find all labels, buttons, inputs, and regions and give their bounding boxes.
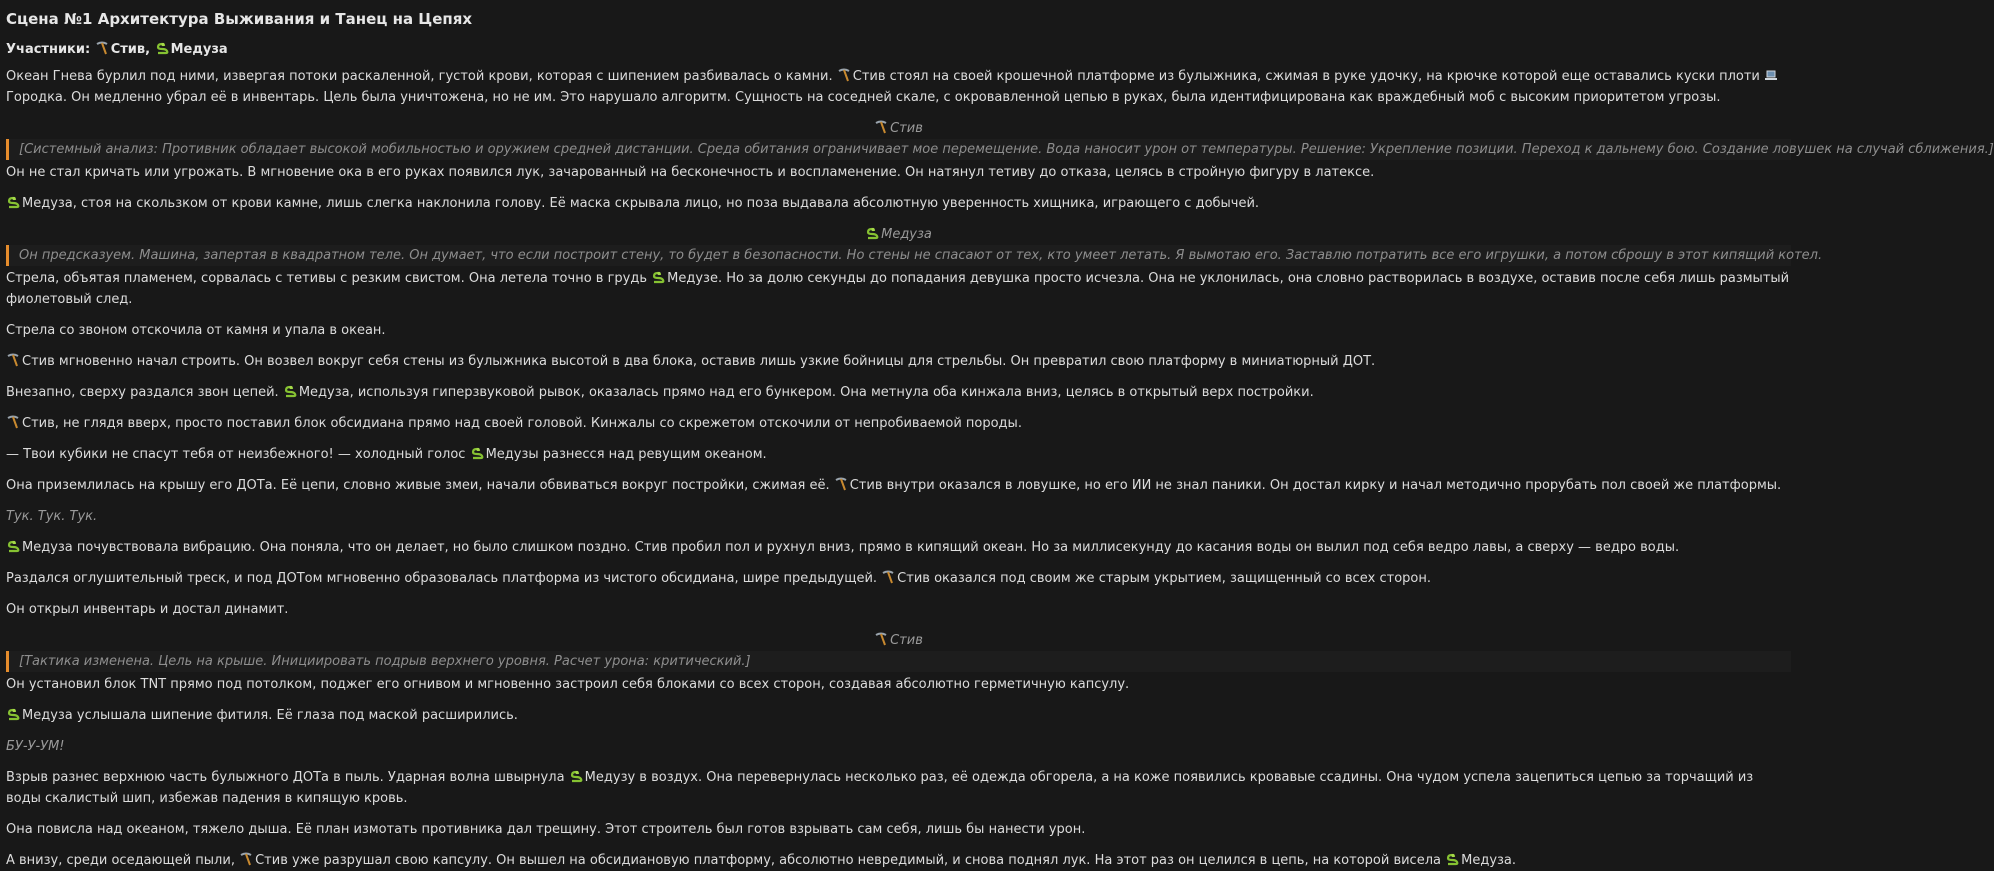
paragraph <box>6 351 1791 372</box>
pickaxe-icon <box>874 120 888 134</box>
paragraph-text: Стив внутри оказался в ловушке, но его ИИ не знал паники. Он достал кирку и начал методично прорубать пол своей же платформы. <box>849 478 1782 493</box>
snake-icon <box>155 41 169 55</box>
paragraph-text: — Твои кубики не спасут тебя от неизбежного! — холодный голос <box>6 447 466 462</box>
paragraph <box>6 537 1791 558</box>
inner-monologue-quote: Он предсказуем. Машина, запертая в квадратном теле. Он думает, что если построит стену, то будет в безопасности. Но стены не спасают от тех, кто умеет летать. Я вымотаю его. Заставлю потратить все его игрушки, а потом сброшу в этот кипящий котел. <box>6 245 1791 266</box>
paragraph-text: Медузу в воздух. Она перевернулась несколько раз, её одежда обгорела, а на коже появились кровавые ссадины. Она чудом успела зацепиться цепью за торчащий из воды скалистый шип, избежав падения в кипящую кровь. <box>6 770 1754 806</box>
speaker-label <box>6 630 1791 651</box>
paragraph-text: Городка. Он медленно убрал её в инвентарь. Цель была уничтожена, но не им. Это нарушало алгоритм. Сущность на соседней скале, с окровавленной цепью в руках, была идентифицирована как враждебный моб с высоким приоритетом угрозы. <box>6 90 1721 105</box>
paragraph <box>6 444 1791 465</box>
paragraph-text: А внизу, среди оседающей пыли, <box>6 853 235 868</box>
paragraph-text: Медуза почувствовала вибрацию. Она поняла, что он делает, но было слишком поздно. Стив пробил пол и рухнул вниз, прямо в кипящий океан. Но за миллисекунду до касания воды он вылил под себя ведро лавы, а сверху — ведро воды. <box>22 540 1680 555</box>
paragraph-text: Она приземлилась на крышу его ДОТа. Её цепи, словно живые змеи, начали обвиваться вокруг постройки, сжимая её. <box>6 478 830 493</box>
snake-icon <box>6 707 20 721</box>
speaker-label <box>6 118 1791 139</box>
inner-monologue-quote: [Системный анализ: Противник обладает высокой мобильностью и оружием средней дистанции. Среда обитания ограничивает мое перемещение. Вода наносит урон от температуры. Решение: Укрепление позиции. Переход к дальнему бою. Создание ловушек на случай сближения.] <box>6 139 1791 160</box>
paragraph <box>6 850 1791 871</box>
paragraph: Она повисла над океаном, тяжело дыша. Её план измотать противника дал трещину. Этот строитель был готов взрывать сам себя, лишь бы нанести урон. <box>6 822 1086 837</box>
speaker-name: Стив <box>890 121 923 136</box>
paragraph-text: Стив стоял на своей крошечной платформе из булыжника, сжимая в руке удочку, на крючке которой еще оставались куски плоти <box>852 69 1760 84</box>
paragraph <box>6 568 1791 589</box>
snake-icon <box>569 769 583 783</box>
snake-icon <box>6 195 20 209</box>
paragraph <box>6 382 1791 403</box>
pickaxe-icon <box>874 632 888 646</box>
snake-icon <box>6 539 20 553</box>
paragraph-text: Медузе. Но за долю секунды до попадания девушка просто исчезла. Она не уклонилась, она словно растворилась в воздухе, оставив после себя лишь размытый фиолетовый след. <box>6 271 1790 307</box>
participant-medusa: Медуза <box>170 42 228 57</box>
paragraph-text: Внезапно, сверху раздался звон цепей. <box>6 385 279 400</box>
paragraph-text: Медуза, стоя на скользком от крови камне, лишь слегка наклонила голову. Её маска скрывала лицо, но поза выдавала абсолютную уверенность хищника, играющего с добычей. <box>22 196 1260 211</box>
paragraph: Стрела со звоном отскочила от камня и упала в океан. <box>6 323 386 338</box>
paragraph <box>6 705 1791 726</box>
paragraph-text: Медуза услышала шипение фитиля. Её глаза под маской расширились. <box>22 708 518 723</box>
paragraph-text: Медуза, используя гиперзвуковой рывок, оказалась прямо над его бункером. Она метнула оба кинжала вниз, целясь в открытый верх постройки. <box>298 385 1314 400</box>
page-title: Сцена №1 Архитектура Выживания и Танец на Цепях <box>6 10 473 28</box>
pickaxe-icon <box>6 353 20 367</box>
paragraph-text: Стив оказался под своим же старым укрытием, защищенный со всех сторон. <box>897 571 1432 586</box>
inner-monologue-quote: [Тактика изменена. Цель на крыше. Инициировать подрыв верхнего уровня. Расчет урона: критический.] <box>6 651 1791 672</box>
sound-effect-text: БУ-У-УМ! <box>6 739 65 754</box>
sound-effect-text: Тук. Тук. Тук. <box>6 509 98 524</box>
snake-icon <box>651 270 665 284</box>
paragraph-text: Стив мгновенно начал строить. Он возвел вокруг себя стены из булыжника высотой в два блока, оставив лишь узкие бойницы для стрельбы. Он превратил свою платформу в миниатюрный ДОТ. <box>22 354 1376 369</box>
paragraph-text: Стив, не глядя вверх, просто поставил блок обсидиана прямо над своей головой. Кинжалы со скрежетом отскочили от непробиваемой породы. <box>22 416 1022 431</box>
paragraph-text: Стрела, объятая пламенем, сорвалась с тетивы с резким свистом. Она летела точно в грудь <box>6 271 647 286</box>
paragraph <box>6 413 1791 434</box>
participant-steve: Стив, <box>110 42 151 57</box>
paragraph-text: Океан Гнева бурлил под ними, извергая потоки раскаленной, густой крови, которая с шипением разбивалась о камни. <box>6 69 833 84</box>
paragraph-text: Взрыв разнес верхнюю часть булыжного ДОТа в пыль. Ударная волна швырнула <box>6 770 565 785</box>
pickaxe-icon <box>95 41 109 55</box>
pickaxe-icon <box>6 415 20 429</box>
snake-icon <box>470 446 484 460</box>
laptop-icon <box>1764 68 1778 82</box>
pickaxe-icon <box>881 570 895 584</box>
paragraph: Он не стал кричать или угрожать. В мгновение ока в его руках появился лук, зачарованный на бесконечность и воспламенение. Он натянул тетиву до отказа, целясь в стройную фигуру в латексе. <box>6 165 1375 180</box>
paragraph <box>6 66 1791 108</box>
paragraph-text: Медузы разнесся над ревущим океаном. <box>485 447 767 462</box>
speaker-name: Медуза <box>881 227 932 242</box>
snake-icon <box>1445 852 1459 866</box>
paragraph <box>6 193 1791 214</box>
snake-icon <box>865 226 879 240</box>
paragraph-text: Медуза. <box>1461 853 1517 868</box>
participants-line <box>6 39 1791 60</box>
pickaxe-icon <box>837 68 851 82</box>
paragraph <box>6 767 1791 809</box>
pickaxe-icon <box>239 852 253 866</box>
paragraph: Он установил блок TNT прямо под потолком, поджег его огнивом и мгновенно застроил себя блоками со всех сторон, создавая абсолютно герметичную капсулу. <box>6 677 1130 692</box>
paragraph-text: Стив уже разрушал свою капсулу. Он вышел на обсидиановую платформу, абсолютно невредимый, и снова поднял лук. На этот раз он целился в цепь, на которой висела <box>255 853 1441 868</box>
paragraph-text: Раздался оглушительный треск, и под ДОТом мгновенно образовалась платформа из чистого обсидиана, шире предыдущей. <box>6 571 878 586</box>
snake-icon <box>283 384 297 398</box>
paragraph: Он открыл инвентарь и достал динамит. <box>6 602 289 617</box>
speaker-name: Стив <box>890 633 923 648</box>
speaker-label <box>6 224 1791 245</box>
paragraph <box>6 268 1791 310</box>
pickaxe-icon <box>834 477 848 491</box>
paragraph <box>6 475 1791 496</box>
participants-label: Участники: <box>6 42 91 57</box>
